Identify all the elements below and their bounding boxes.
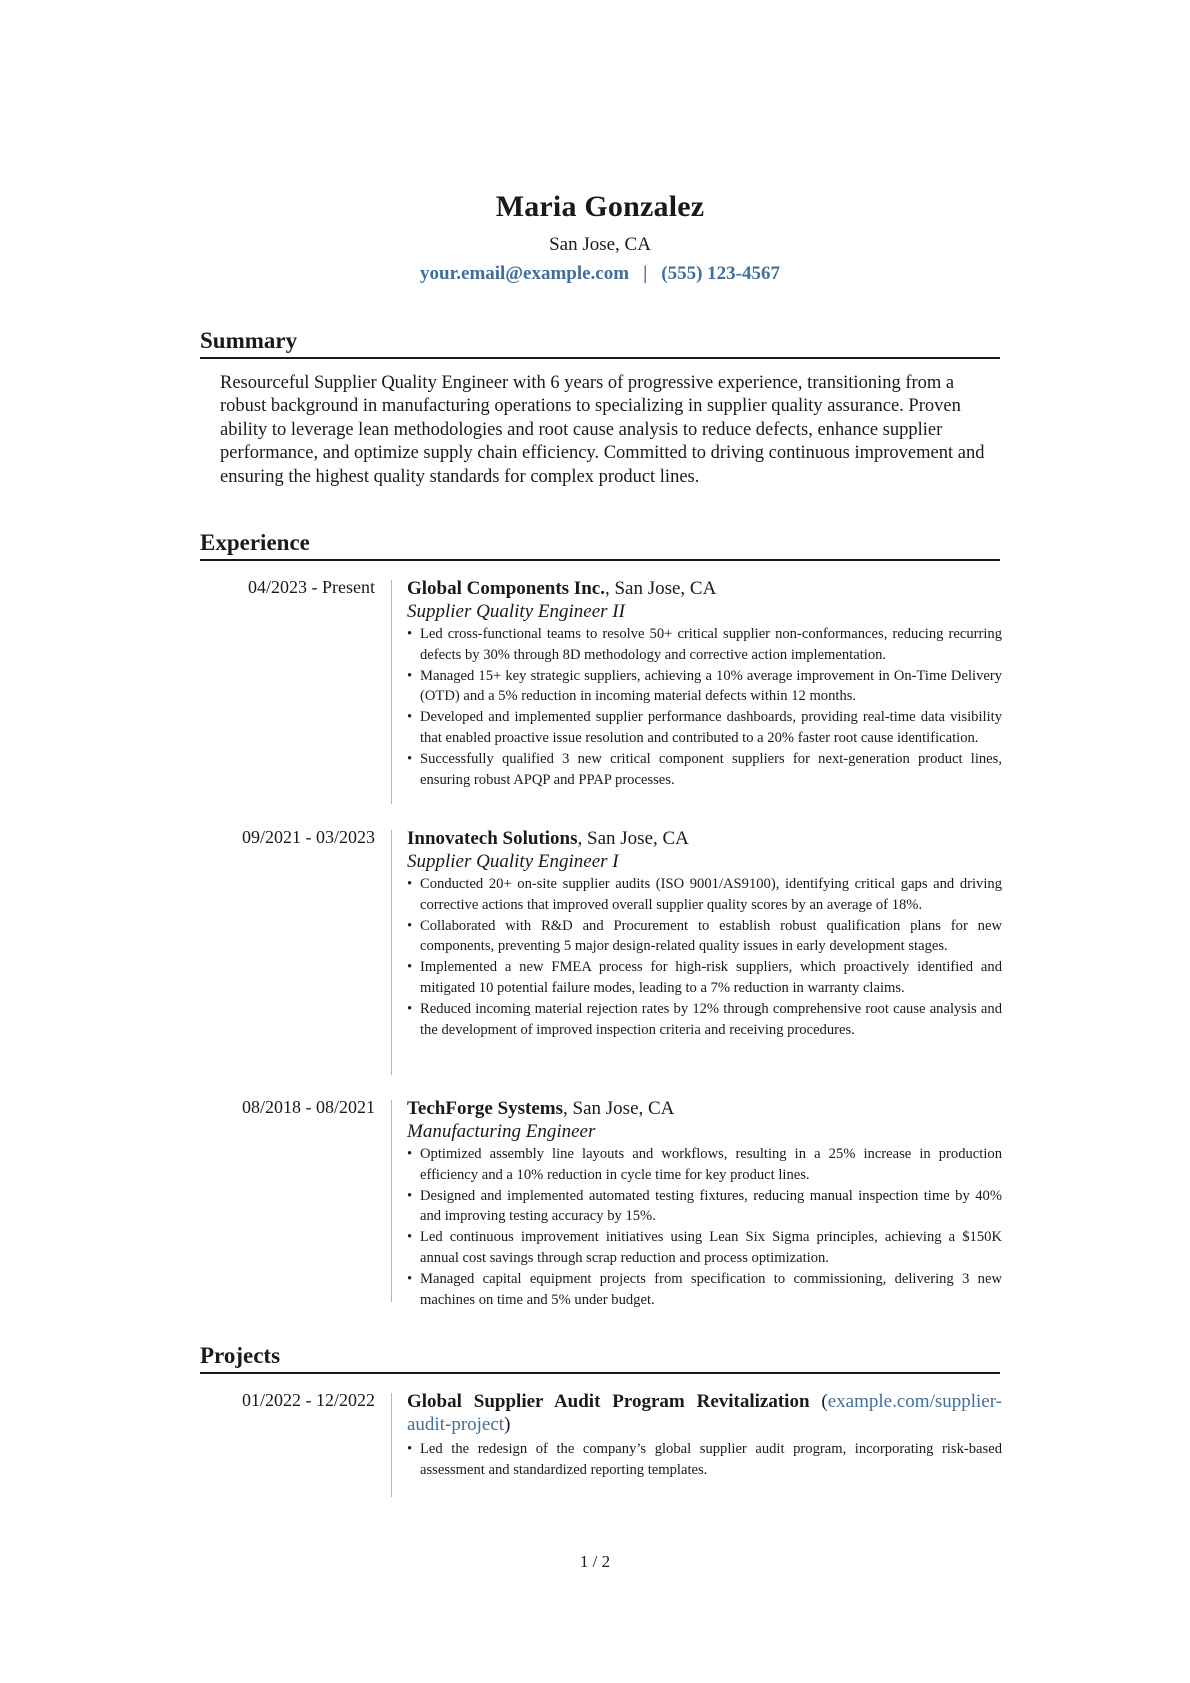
project-heading bbox=[407, 1390, 1002, 1436]
list-item: • Led continuous improvement initiatives using Lean Six Sigma principles, achieving a $150K annual cost savings through scrap reduction and process optimization. bbox=[407, 1229, 1002, 1266]
list-item: • Developed and implemented supplier performance dashboards, providing real-time data visibility that enabled proactive issue resolution and contributed to a 20% faster root cause identification. bbox=[407, 709, 1002, 746]
phone-link[interactable]: (555) 123-4567 bbox=[661, 263, 780, 284]
timeline-rule bbox=[391, 580, 392, 804]
entry-dates: 09/2021 - 03/2023 bbox=[242, 827, 375, 847]
timeline-rule bbox=[391, 1393, 392, 1497]
list-item: • Reduced incoming material rejection rates by 12% through comprehensive root cause analysis and the development of improved inspection criteria and receiving procedures. bbox=[407, 1000, 1002, 1038]
list-item: • Managed capital equipment projects from specification to commissioning, delivering 3 new machines on time and 5% under budget. bbox=[407, 1270, 1002, 1308]
paren-open: ( bbox=[809, 1391, 828, 1412]
list-item: • Designed and implemented automated testing fixtures, reducing manual inspection time by 40% and improving testing accuracy by 15%. bbox=[407, 1187, 1002, 1225]
list-item: • Implemented a new FMEA process for high-risk suppliers, which proactively identified and mitigated 10 potential failure modes, leading to a 7% reduction in warranty claims. bbox=[407, 959, 1002, 996]
timeline-rule bbox=[391, 1100, 392, 1302]
entry-heading bbox=[407, 577, 1002, 600]
bullet-list bbox=[407, 1439, 1002, 1481]
list-item: • Collaborated with R&D and Procurement to establish robust qualification plans for new components, preventing 5 major design-related quality issues in early development stages. bbox=[407, 917, 1002, 955]
list-item: • Managed 15+ key strategic suppliers, achieving a 10% average improvement in On-Time Delivery (OTD) and a 5% reduction in incoming material defects within 12 months. bbox=[407, 667, 1002, 705]
contact-separator: | bbox=[643, 263, 648, 284]
email-link[interactable]: your.email@example.com bbox=[420, 263, 630, 284]
job-title: Supplier Quality Engineer I bbox=[407, 851, 619, 872]
company-location: , San Jose, CA bbox=[577, 828, 689, 849]
project-link[interactable]: example.com/supplier-audit-project bbox=[407, 1391, 1003, 1435]
company-name: Global Components Inc. bbox=[407, 578, 605, 599]
page-number: 1 / 2 bbox=[579, 1552, 611, 1571]
project-name: Global Supplier Audit Program Revitalization bbox=[407, 1391, 810, 1412]
job-title: Manufacturing Engineer bbox=[407, 1121, 596, 1142]
list-item: • Successfully qualified 3 new critical component suppliers for next-generation product lines, ensuring robust APQP and PPAP processes. bbox=[407, 750, 1002, 788]
bullet-list bbox=[407, 1144, 1002, 1310]
list-item: • Led cross-functional teams to resolve 50+ critical supplier non-conformances, reducing recurring defects by 30% through 8D methodology and corrective action implementation. bbox=[407, 626, 1002, 663]
entry-dates: 08/2018 - 08/2021 bbox=[242, 1097, 375, 1117]
paren-close: ) bbox=[504, 1414, 511, 1435]
candidate-name: Maria Gonzalez bbox=[495, 190, 705, 223]
timeline-rule bbox=[391, 830, 392, 1075]
resume-page bbox=[200, 0, 1003, 1683]
list-item: • Optimized assembly line layouts and workflows, resulting in a 25% increase in production efficiency and a 10% reduction in cycle time for key product lines. bbox=[407, 1146, 1002, 1183]
summary-heading: Summary bbox=[200, 328, 1000, 359]
contact-line bbox=[200, 263, 1000, 285]
company-location: , San Jose, CA bbox=[563, 1098, 675, 1119]
entry-heading bbox=[407, 827, 1002, 850]
company-name: Innovatech Solutions bbox=[407, 828, 578, 849]
list-item: • Conducted 20+ on-site supplier audits (ISO 9001/AS9100), identifying critical gaps and driving corrective actions that improved overall supplier quality scores by an average of 18%. bbox=[407, 876, 1002, 913]
company-name: TechForge Systems bbox=[407, 1098, 564, 1119]
experience-heading: Experience bbox=[200, 530, 1000, 561]
bullet-list bbox=[407, 624, 1002, 790]
entry-dates: 04/2023 - Present bbox=[248, 577, 375, 597]
summary-text: Resourceful Supplier Quality Engineer with 6 years of progressive experience, transitioning from a robust background in manufacturing operations to specializing in supplier quality assurance. Proven ability to leverage lean methodologies and root cause analysis to reduce defects, enhance supplier performance, and optimize supply chain efficiency. Committed to driving continuous improvement and ensuring the highest quality standards for complex product lines. bbox=[220, 373, 985, 487]
entry-heading bbox=[407, 1097, 1002, 1120]
projects-heading: Projects bbox=[200, 1343, 1000, 1374]
entry-dates: 01/2022 - 12/2022 bbox=[242, 1390, 375, 1410]
job-title: Supplier Quality Engineer II bbox=[407, 601, 625, 622]
company-location: , San Jose, CA bbox=[604, 578, 717, 599]
candidate-location: San Jose, CA bbox=[549, 234, 651, 255]
list-item: • Led the redesign of the company’s global supplier audit program, incorporating risk-based assessment and standardized reporting templates. bbox=[407, 1441, 1002, 1478]
bullet-list bbox=[407, 874, 1002, 1040]
